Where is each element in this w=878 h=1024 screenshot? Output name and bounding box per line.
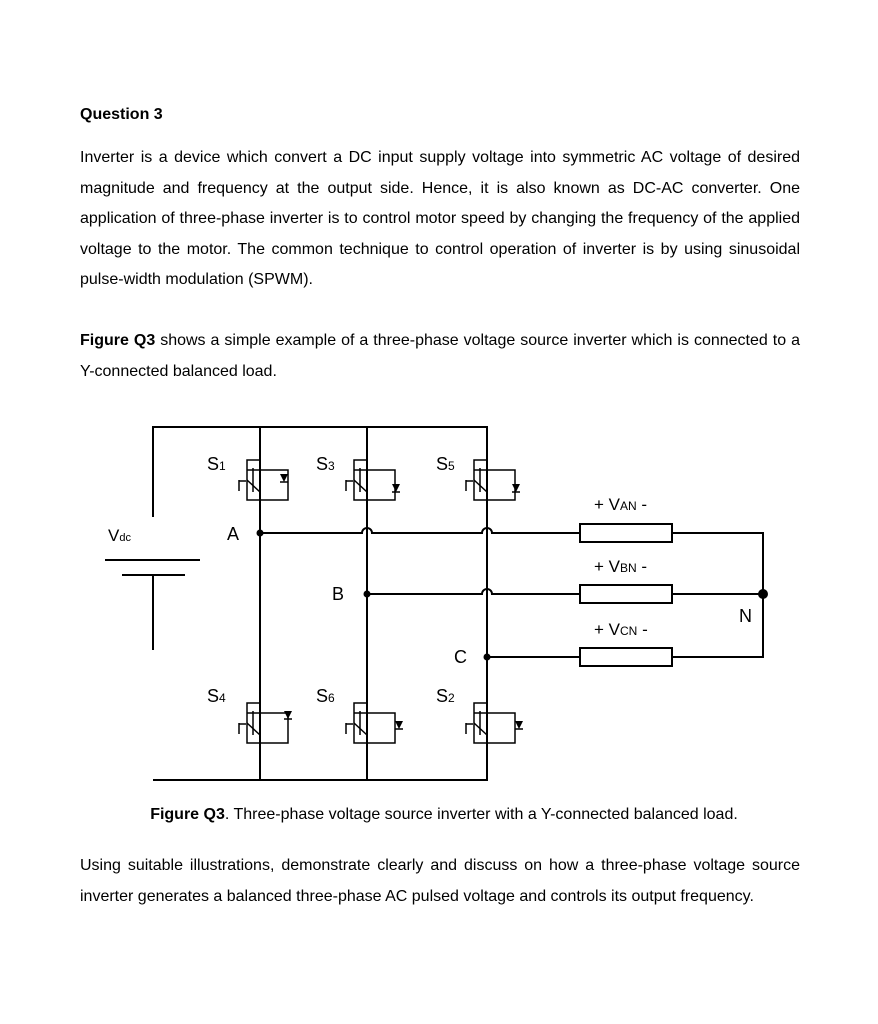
figure-reference-text: shows a simple example of a three-phase voltage source inverter which is connected to a Y-connected balanced load.	[80, 332, 800, 380]
figure-reference: Figure Q3	[80, 332, 156, 349]
node-n-dot	[758, 589, 768, 599]
load-label-van: + VAN -	[594, 495, 648, 514]
node-label-a: A	[227, 524, 240, 544]
switch-s2	[466, 703, 523, 743]
load-label-vcn: + VCN -	[594, 620, 648, 639]
question-heading: Question 3	[80, 106, 163, 123]
switch-label-s1: S1	[207, 454, 226, 474]
intro-paragraph: Inverter is a device which convert a DC input supply voltage into symmetric AC voltage of desired magnitude and frequency at the output side. Hence, it is also known as DC-AC converter. One application of three-phase inverter is to control motor speed by changing the frequency of the applied voltage to the motor. The common technique to control operation of inverter is by using sinusoidal pulse-width modulation (SPWM).	[80, 149, 800, 288]
switch-s3	[346, 460, 400, 500]
load-resistor-a	[580, 524, 672, 542]
switch-label-s4: S4	[207, 686, 226, 706]
node-b-dot	[364, 591, 371, 598]
caption-text: . Three-phase voltage source inverter with a Y-connected balanced load.	[224, 806, 738, 823]
source-label: Vdc	[108, 526, 131, 545]
figure-caption	[0, 806, 878, 824]
load-label-vbn: + VBN -	[594, 557, 648, 576]
switch-label-s5: S5	[436, 454, 455, 474]
switch-label-s2: S2	[436, 686, 455, 706]
switch-label-s6: S6	[316, 686, 335, 706]
node-label-b: B	[332, 584, 345, 604]
figure-reference-paragraph	[80, 326, 800, 387]
node-label-c: C	[454, 647, 467, 667]
node-a-dot	[257, 530, 264, 537]
caption-reference: Figure Q3	[150, 806, 225, 823]
switch-s4	[239, 703, 292, 743]
node-c-dot	[484, 654, 491, 661]
switch-s6	[346, 703, 403, 743]
switch-s1	[239, 460, 288, 500]
node-label-n: N	[739, 606, 752, 626]
task-paragraph: Using suitable illustrations, demonstrate clearly and discuss on how a three-phase voltage source inverter generates a balanced three-phase AC pulsed voltage and controls its output frequency.	[80, 857, 800, 905]
inverter-circuit-diagram	[0, 400, 878, 800]
load-resistor-c	[580, 648, 672, 666]
switch-label-s3: S3	[316, 454, 335, 474]
load-resistor-b	[580, 585, 672, 603]
switch-s5	[466, 460, 520, 500]
